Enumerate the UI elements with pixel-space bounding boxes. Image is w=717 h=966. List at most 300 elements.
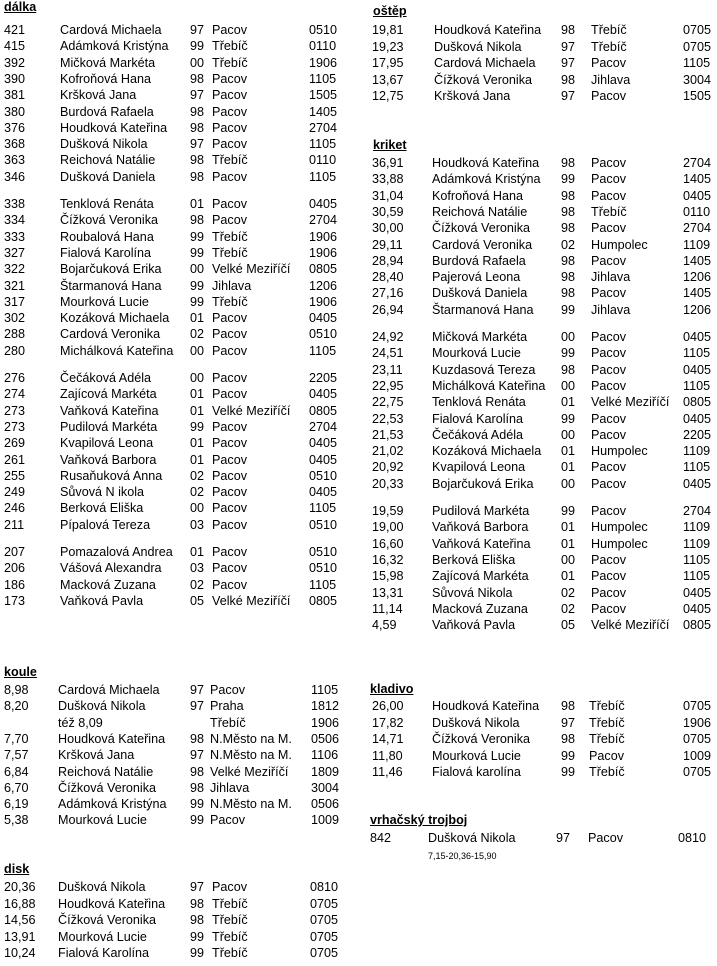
dalka-result: 363 (4, 153, 26, 168)
kriket-name: Vaňková Kateřina (432, 536, 531, 551)
kriket-name: Michálková Kateřina (432, 378, 546, 393)
kladivo-date: 0705 (683, 765, 712, 779)
dalka-year: 98 (190, 169, 205, 184)
ostep-result: 13,67 (372, 72, 404, 87)
kriket-place: Pacov (591, 346, 627, 361)
dalka-result: 273 (4, 419, 26, 434)
dalka-result: 206 (4, 561, 26, 576)
disk-result: 10,24 (4, 946, 36, 960)
kriket-result: 36,91 (372, 156, 404, 170)
kladivo-place: Třebíč (589, 732, 625, 746)
koule-date: 1809 (311, 764, 340, 779)
section-title-koule: koule (4, 665, 37, 679)
kriket-name: Kvapilová Leona (432, 460, 526, 475)
dalka-result: 261 (4, 452, 26, 467)
koule-year: 97 (190, 699, 205, 714)
ostep-result: 12,75 (372, 89, 404, 103)
dalka-date: 1505 (309, 88, 338, 103)
dalka-date: 1105 (309, 343, 337, 358)
kriket-result: 23,11 (372, 362, 403, 377)
kriket-result: 28,94 (372, 253, 404, 268)
dalka-result: 249 (4, 485, 26, 500)
section-title-kriket: kriket (373, 138, 407, 152)
dalka-year: 01 (190, 311, 205, 326)
dalka-name: Bojarčuková Erika (60, 262, 162, 277)
kladivo-year: 97 (561, 715, 576, 730)
kladivo-result: 17,82 (372, 715, 404, 730)
dalka-name: Vaňková Barbora (60, 452, 157, 467)
kriket-name: Dušková Daniela (432, 286, 528, 301)
kriket-result: 30,00 (372, 221, 404, 236)
kriket-result: 24,92 (372, 330, 404, 344)
disk-year: 99 (190, 929, 205, 944)
kriket-name: Kuzdasová Tereza (432, 362, 536, 377)
kriket-place: Humpolec (591, 536, 648, 551)
dalka-place: Třebíč (212, 294, 248, 309)
kriket-result: 20,92 (372, 460, 404, 475)
kriket-year: 00 (561, 552, 576, 567)
kriket-result: 22,75 (372, 395, 404, 410)
dalka-date: 1105 (309, 71, 337, 86)
dalka-name: Kvapilová Leona (60, 436, 154, 451)
dalka-name: Kršková Jana (60, 88, 137, 103)
koule-date: 1106 (311, 748, 339, 763)
dalka-result: 380 (4, 104, 26, 119)
kriket-date: 1105 (683, 378, 711, 393)
dalka-date: 2704 (309, 213, 338, 228)
kriket-date: 0405 (683, 411, 712, 426)
dalka-date: 0510 (309, 545, 338, 559)
koule-date: 1105 (311, 683, 339, 697)
disk-name: Čížková Veronika (58, 913, 157, 927)
koule-date: 1812 (311, 699, 340, 714)
dalka-result: 333 (4, 229, 26, 244)
dalka-date: 2205 (309, 371, 338, 385)
kriket-result: 13,31 (372, 585, 404, 600)
dalka-result: 321 (4, 278, 26, 293)
dalka-result: 376 (4, 120, 26, 135)
dalka-place: Třebíč (212, 39, 248, 54)
section-title-trojboj: vrhačský trojboj (370, 813, 468, 827)
dalka-name: Kofroňová Hana (60, 71, 152, 86)
kriket-date: 1109 (683, 237, 711, 252)
dalka-date: 1206 (309, 278, 338, 293)
dalka-year: 00 (190, 371, 205, 385)
ostep-result: 19,81 (372, 23, 404, 37)
dalka-name: Cardová Veronika (60, 327, 161, 342)
dalka-date: 1906 (309, 55, 338, 70)
ostep-place: Třebíč (591, 39, 627, 54)
ostep-name: Houdková Kateřina (434, 23, 542, 37)
kriket-year: 01 (561, 395, 576, 410)
kladivo-year: 98 (561, 732, 576, 746)
section-title-dalka: dálka (4, 0, 37, 14)
dalka-year: 01 (190, 545, 205, 559)
kriket-result: 26,94 (372, 302, 404, 317)
ostep-year: 97 (561, 39, 576, 54)
dalka-place: Pacov (212, 371, 248, 385)
dalka-date: 0110 (309, 153, 337, 168)
kriket-year: 05 (561, 618, 576, 633)
kriket-year: 01 (561, 460, 576, 475)
kriket-name: Bojarčuková Erika (432, 476, 534, 491)
kriket-name: Reichová Natálie (432, 204, 528, 219)
kriket-year: 01 (561, 536, 576, 551)
dalka-year: 98 (190, 120, 205, 135)
dalka-date: 1105 (309, 577, 337, 592)
disk-name: Fialová Karolína (58, 946, 150, 960)
kriket-year: 01 (561, 444, 576, 459)
disk-date: 0705 (310, 929, 339, 944)
dalka-place: Pacov (212, 545, 248, 559)
disk-date: 0810 (310, 880, 339, 894)
kriket-place: Velké Meziříčí (591, 618, 670, 633)
kriket-year: 01 (561, 569, 576, 584)
dalka-place: Pacov (212, 452, 248, 467)
kriket-name: Burdová Rafaela (432, 253, 526, 268)
koule-year: 98 (190, 731, 205, 746)
kriket-result: 27,16 (372, 286, 404, 301)
kriket-result: 19,59 (372, 504, 404, 518)
kriket-place: Humpolec (591, 520, 648, 535)
dalka-name: Pomazalová Andrea (60, 545, 173, 559)
kriket-date: 2704 (683, 156, 712, 170)
dalka-place: Pacov (212, 327, 248, 342)
dalka-result: 273 (4, 403, 26, 418)
kriket-name: Adámková Kristýna (432, 172, 541, 187)
dalka-name: Macková Zuzana (60, 577, 156, 592)
dalka-year: 98 (190, 71, 205, 86)
kriket-name: Sůvová Nikola (432, 585, 513, 600)
dalka-date: 0405 (309, 387, 338, 402)
dalka-place: Třebíč (212, 153, 248, 168)
koule-name: Houdková Kateřina (58, 731, 166, 746)
kriket-name: Mičková Markéta (432, 330, 528, 344)
dalka-result: 269 (4, 436, 26, 451)
dalka-result: 368 (4, 137, 26, 152)
kriket-year: 98 (561, 253, 576, 268)
koule-year: 98 (190, 780, 205, 795)
dalka-place: Velké Meziříčí (212, 262, 291, 277)
kriket-date: 1105 (683, 346, 711, 361)
dalka-place: Pacov (212, 468, 248, 483)
kriket-result: 22,53 (372, 411, 404, 426)
kriket-place: Pacov (591, 504, 627, 518)
kriket-date: 1405 (683, 286, 712, 301)
kriket-name: Kozáková Michaela (432, 444, 542, 459)
dalka-result: 317 (4, 294, 26, 309)
dalka-year: 97 (190, 23, 205, 37)
dalka-name: Vaňková Kateřina (60, 403, 159, 418)
dalka-place: Pacov (212, 517, 248, 532)
dalka-name: Adámková Kristýna (60, 39, 169, 54)
kriket-place: Pacov (591, 378, 627, 393)
dalka-year: 02 (190, 485, 205, 500)
dalka-year: 02 (190, 327, 205, 342)
kriket-place: Jihlava (591, 302, 631, 317)
kriket-year: 00 (561, 476, 576, 491)
dalka-name: Zajícová Markéta (60, 387, 157, 402)
kriket-year: 98 (561, 286, 576, 301)
koule-name: Adámková Kristýna (58, 797, 167, 812)
kriket-year: 02 (561, 237, 576, 252)
kriket-year: 01 (561, 520, 576, 535)
kriket-place: Pacov (591, 156, 627, 170)
dalka-year: 01 (190, 452, 205, 467)
koule-name: Cardová Michaela (58, 683, 160, 697)
dalka-name: Berková Eliška (60, 501, 144, 516)
dalka-year: 99 (190, 245, 205, 260)
disk-place: Třebíč (212, 896, 248, 911)
trojboj-name: Dušková Nikola (428, 831, 516, 845)
dalka-result: 246 (4, 501, 26, 516)
kriket-year: 98 (561, 156, 576, 170)
disk-date: 0705 (310, 896, 339, 911)
dalka-name: Sůvová N ikola (60, 485, 144, 500)
kriket-year: 02 (561, 585, 576, 600)
dalka-date: 0405 (309, 197, 338, 211)
kriket-year: 99 (561, 302, 576, 317)
koule-year: 99 (190, 813, 205, 828)
kriket-name: Zajícová Markéta (432, 569, 529, 584)
ostep-name: Čížková Veronika (434, 72, 533, 87)
dalka-date: 0405 (309, 436, 338, 451)
ostep-year: 98 (561, 72, 576, 87)
kriket-result: 21,02 (372, 444, 404, 459)
kladivo-result: 14,71 (372, 732, 404, 746)
koule-place: Pacov (210, 683, 246, 697)
koule-name: Mourková Lucie (58, 813, 147, 828)
kriket-name: Štarmanová Hana (432, 302, 534, 317)
kriket-result: 4,59 (372, 618, 397, 633)
kriket-result: 19,00 (372, 520, 404, 535)
kriket-result: 11,14 (372, 601, 403, 616)
koule-name: Dušková Nikola (58, 699, 146, 714)
kriket-year: 98 (561, 362, 576, 377)
kladivo-year: 98 (561, 699, 576, 713)
disk-year: 98 (190, 896, 205, 911)
dalka-date: 1105 (309, 501, 337, 516)
disk-result: 20,36 (4, 880, 36, 894)
ostep-year: 97 (561, 56, 576, 70)
ostep-year: 98 (561, 23, 576, 37)
kriket-place: Třebíč (591, 204, 627, 219)
koule-result: 7,57 (4, 748, 29, 763)
disk-place: Pacov (212, 880, 248, 894)
dalka-result: 381 (4, 88, 26, 103)
kriket-date: 1109 (683, 444, 711, 459)
kriket-date: 2704 (683, 221, 712, 236)
dalka-date: 1105 (309, 137, 337, 152)
disk-result: 16,88 (4, 896, 36, 911)
dalka-name: Mičková Markéta (60, 55, 156, 70)
ostep-result: 19,23 (372, 39, 404, 54)
kladivo-date: 0705 (683, 699, 712, 713)
kriket-result: 33,88 (372, 172, 404, 187)
kriket-place: Pacov (591, 253, 627, 268)
dalka-date: 0405 (309, 485, 338, 500)
dalka-date: 1906 (309, 294, 338, 309)
disk-place: Třebíč (212, 946, 248, 960)
koule-year: 97 (190, 748, 205, 763)
kladivo-year: 99 (561, 765, 576, 779)
dalka-name: Mourková Lucie (60, 294, 149, 309)
ostep-name: Kršková Jana (434, 89, 511, 103)
dalka-place: Pacov (212, 23, 248, 37)
koule-place: N.Město na M. (210, 797, 292, 812)
kriket-date: 1206 (683, 270, 712, 285)
dalka-year: 97 (190, 137, 205, 152)
kriket-result: 29,11 (372, 237, 403, 252)
kriket-place: Jihlava (591, 270, 631, 285)
dalka-result: 173 (4, 593, 26, 608)
dalka-place: Třebíč (212, 245, 248, 260)
dalka-place: Pacov (212, 311, 248, 326)
dalka-year: 99 (190, 278, 205, 293)
dalka-name: Burdová Rafaela (60, 104, 154, 119)
dalka-year: 00 (190, 55, 205, 70)
koule-year: 97 (190, 683, 205, 697)
kriket-place: Pacov (591, 427, 627, 442)
kriket-place: Pacov (591, 585, 627, 600)
dalka-place: Třebíč (212, 55, 248, 70)
koule-name: Kršková Jana (58, 748, 135, 763)
kladivo-result: 11,80 (372, 748, 403, 763)
koule-result: 8,98 (4, 683, 29, 697)
koule-place: N.Město na M. (210, 748, 292, 763)
kriket-date: 1109 (683, 536, 711, 551)
ostep-date: 0705 (683, 23, 712, 37)
dalka-name: Čížková Veronika (60, 213, 159, 228)
koule-date: 0506 (311, 731, 340, 746)
koule-result: 5,38 (4, 813, 29, 828)
dalka-date: 0405 (309, 311, 338, 326)
ostep-date: 3004 (683, 72, 712, 87)
dalka-year: 99 (190, 39, 205, 54)
dalka-place: Pacov (212, 71, 248, 86)
dalka-date: 0510 (309, 517, 338, 532)
kladivo-name: Čížková Veronika (432, 732, 531, 746)
ostep-date: 1505 (683, 89, 712, 103)
kriket-name: Pudilová Markéta (432, 504, 530, 518)
kriket-place: Pacov (591, 601, 627, 616)
disk-name: Dušková Nikola (58, 880, 146, 894)
disk-date: 0705 (310, 913, 339, 927)
dalka-result: 415 (4, 39, 26, 54)
dalka-place: Pacov (212, 213, 248, 228)
section-title-kladivo: kladivo (370, 682, 414, 696)
disk-name: Mourková Lucie (58, 929, 147, 944)
dalka-name: Cardová Michaela (60, 23, 162, 37)
dalka-name: Pudilová Markéta (60, 419, 158, 434)
dalka-year: 98 (190, 153, 205, 168)
kladivo-place: Třebíč (589, 715, 625, 730)
dalka-result: 334 (4, 213, 26, 228)
koule-date: 1009 (311, 813, 340, 828)
dalka-place: Pacov (212, 387, 248, 402)
dalka-name: Dušková Daniela (60, 169, 156, 184)
section-title-ostep: oštěp (373, 4, 407, 18)
kriket-date: 0405 (683, 330, 712, 344)
kriket-place: Velké Meziříčí (591, 395, 670, 410)
kriket-place: Humpolec (591, 444, 648, 459)
kladivo-name: Fialová karolína (432, 765, 521, 779)
dalka-year: 00 (190, 262, 205, 277)
kriket-year: 99 (561, 504, 576, 518)
kriket-year: 00 (561, 427, 576, 442)
dalka-year: 99 (190, 294, 205, 309)
kriket-place: Pacov (591, 552, 627, 567)
kriket-result: 16,32 (372, 552, 404, 567)
kriket-place: Pacov (591, 172, 627, 187)
disk-place: Třebíč (212, 929, 248, 944)
dalka-result: 392 (4, 55, 26, 70)
kriket-result: 21,53 (372, 427, 404, 442)
dalka-name: Fialová Karolína (60, 245, 152, 260)
kriket-year: 98 (561, 270, 576, 285)
koule-year: 98 (190, 764, 205, 779)
kriket-year: 99 (561, 172, 576, 187)
dalka-name: Roubalová Hana (60, 229, 154, 244)
kriket-result: 16,60 (372, 536, 404, 551)
disk-place: Třebíč (212, 913, 248, 927)
disk-year: 98 (190, 913, 205, 927)
kriket-year: 00 (561, 330, 576, 344)
kriket-name: Kofroňová Hana (432, 188, 524, 203)
kriket-date: 0405 (683, 585, 712, 600)
koule-place: Třebíč (210, 715, 246, 730)
dalka-name: Rusaňuková Anna (60, 468, 163, 483)
koule-date: 0506 (311, 797, 340, 812)
kriket-date: 0805 (683, 395, 712, 410)
dalka-date: 0510 (309, 23, 338, 37)
koule-name: též 8,09 (58, 715, 103, 730)
dalka-name: Vášová Alexandra (60, 561, 162, 576)
ostep-place: Jihlava (591, 72, 631, 87)
dalka-result: 276 (4, 371, 26, 385)
koule-result: 8,20 (4, 699, 29, 714)
dalka-year: 03 (190, 561, 205, 576)
koule-place: Velké Meziříčí (210, 764, 289, 779)
koule-year: 99 (190, 797, 205, 812)
dalka-result: 421 (4, 23, 26, 37)
kriket-name: Houdková Kateřina (432, 156, 540, 170)
dalka-place: Pacov (212, 561, 248, 576)
kriket-date: 2205 (683, 427, 712, 442)
dalka-result: 338 (4, 197, 26, 211)
kriket-name: Fialová Karolína (432, 411, 524, 426)
trojboj-note: 7,15-20,36-15,90 (428, 851, 497, 861)
kriket-place: Pacov (591, 460, 627, 475)
dalka-result: 390 (4, 71, 26, 86)
dalka-place: Pacov (212, 104, 248, 119)
kriket-place: Pacov (591, 362, 627, 377)
kriket-place: Pacov (591, 330, 627, 344)
dalka-name: Reichová Natálie (60, 153, 156, 168)
dalka-year: 00 (190, 343, 205, 358)
dalka-date: 0405 (309, 452, 338, 467)
kriket-place: Pacov (591, 286, 627, 301)
kriket-date: 1405 (683, 172, 712, 187)
koule-result: 7,70 (4, 731, 29, 746)
koule-name: Čížková Veronika (58, 780, 157, 795)
kriket-date: 1109 (683, 520, 711, 535)
ostep-result: 17,95 (372, 56, 404, 70)
ostep-place: Pacov (591, 56, 627, 70)
dalka-name: Čečáková Adéla (60, 371, 152, 385)
kriket-name: Vaňková Barbora (432, 520, 529, 535)
kriket-place: Pacov (591, 221, 627, 236)
